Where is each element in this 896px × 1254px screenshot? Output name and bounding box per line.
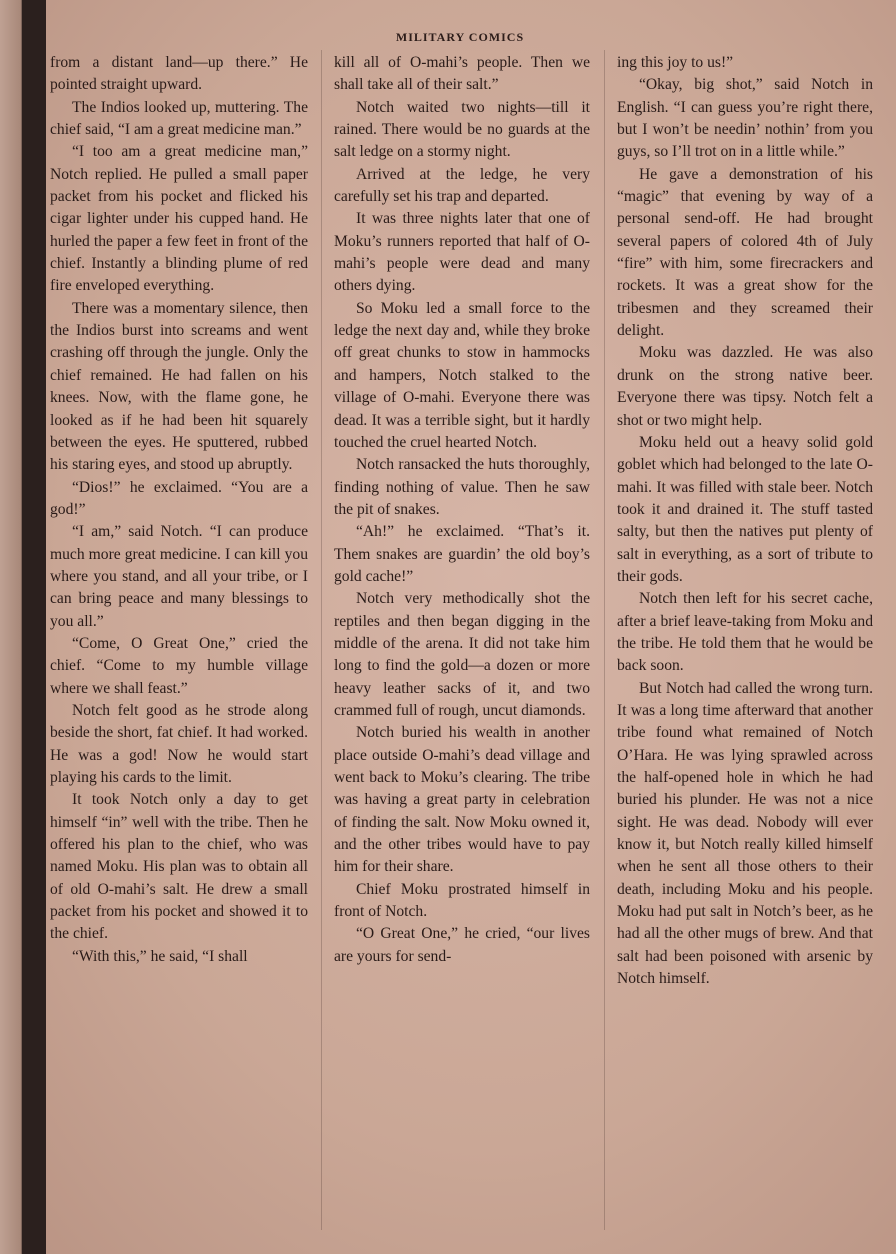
text-column-1 — [50, 52, 308, 1242]
paragraph: There was a momentary silence, then the Indios burst into screams and went crashing off through the jungle. Only the chief remained. He had fallen on his knees. Now, with the flame gone, he looked as if he had been hit squarely between the eyes. He sputtered, rubbed his staring eyes, and stood up abruptly. — [50, 299, 308, 474]
column-divider — [321, 50, 322, 1230]
paragraph: Chief Moku prostrated himself in front of Notch. — [334, 880, 590, 921]
text-column-3 — [617, 52, 873, 1242]
paragraph: Notch ransacked the huts thoroughly, finding nothing of value. Then he saw the pit of snakes. — [334, 456, 590, 518]
paragraph: ing this joy to us!” — [617, 54, 734, 71]
paragraph: But Notch had called the wrong turn. It was a long time afterward that another tribe found what remained of Notch O’Hara. He was lying sprawled across the half-opened hole in which he had buried his plunder. He was not a nice sight. He was dead. Nobody will ever know it, but Notch really killed himself when he sent all those others to their death, including Moku and his people. Moku had put salt in Notch’s beer, as he had all the other mugs of brew. And that salt had been poisoned with arsenic by Notch himself. — [617, 679, 873, 988]
binding-shadow — [22, 0, 46, 1254]
paragraph: Notch felt good as he strode along beside the short, fat chief. It had worked. He was a god! Now he would start playing his cards to the limit. — [50, 701, 308, 786]
paragraph: Notch then left for his secret cache, after a brief leave-taking from Moku and the tribe. He told them that he would be back soon. — [617, 590, 873, 675]
column-divider — [604, 50, 605, 1230]
paragraph: “Ah!” he exclaimed. “That’s it. Them snakes are guardin’ the old boy’s gold cache!” — [334, 523, 590, 585]
paragraph: “I am,” said Notch. “I can produce much more great medicine. I can kill you where you stand, and all your tribe, or I can bring peace and many blessings to you all.” — [50, 523, 308, 630]
paragraph: So Moku led a small force to the ledge the next day and, while they broke off great chunks to stow in hammocks and hampers, Notch stalked to the village of O-mahi. Everyone there was dead. It was a terrible sight, but it hardly touched the cruel hearted Notch. — [334, 299, 590, 451]
paragraph: “With this,” he said, “I shall — [72, 947, 248, 965]
text-column-2 — [334, 52, 590, 1242]
paragraph: Notch buried his wealth in another place outside O-mahi’s dead village and went back to Moku’s clearing. The tribe was having a great party in celebration of finding the salt. Now Moku owned it, and the other tribes would have to pay him for their share. — [334, 724, 590, 876]
paragraph: He gave a demonstration of his “magic” that evening by way of a personal send-off. He had brought several papers of colored 4th of July “fire” with him, some firecrackers and rockets. It was a great show for the tribesmen and they screamed their delight. — [617, 165, 873, 340]
paragraph: “I too am a great medicine man,” Notch replied. He pulled a small paper packet from his pocket and flicked his cigar lighter under his cupped hand. He hurled the paper a few feet in front of the chief. Instantly a blinding plume of red fire enveloped everything. — [50, 143, 308, 295]
paragraph: “Okay, big shot,” said Notch in English. “I can guess you’re right there, but I won’t be needin’ nothin’ from you guys, so I’ll trot on in a little while.” — [617, 76, 873, 161]
paragraph: “O Great One,” he cried, “our lives are yours for send- — [334, 925, 590, 965]
paragraph: Moku held out a heavy solid gold goblet which had belonged to the late O-mahi. It was filled with stale beer. Notch took it and drained it. The stuff tasted salty, but then the natives put plenty of salt in everything, as a sort of tribute to their gods. — [617, 433, 873, 585]
paragraph: kill all of O-mahi’s people. Then we shall take all of their salt.” — [334, 54, 590, 94]
paragraph: It took Notch only a day to get himself “in” well with the tribe. Then he offered his plan to the chief, who was named Moku. His plan was to obtain all of old O-mahi’s salt. He drew a small packet from his pocket and showed it to the chief. — [50, 791, 308, 943]
paragraph: Notch waited two nights—till it rained. There would be no guards at the salt ledge on a stormy night. — [334, 98, 590, 161]
paragraph: It was three nights later that one of Moku’s runners reported that half of O-mahi’s people were dead and many others dying. — [334, 210, 590, 295]
running-head: MILITARY COMICS — [395, 30, 525, 44]
paragraph: “Dios!” he exclaimed. “You are a god!” — [50, 478, 308, 518]
paragraph: The Indios looked up, muttering. The chief said, “I am a great medicine man.” — [50, 98, 308, 139]
paragraph: from a distant land—up there.” He pointed straight upward. — [50, 54, 308, 94]
paragraph: “Come, O Great One,” cried the chief. “Come to my humble village where we shall feast.” — [50, 634, 308, 697]
paragraph: Arrived at the ledge, he very carefully set his trap and departed. — [334, 165, 590, 206]
paragraph: Notch very methodically shot the reptiles and then began digging in the middle of the arena. It did not take him long to find the gold—a dozen or more heavy leather sacks of it, and two crammed full of rough, uncut diamonds. — [334, 590, 590, 719]
paragraph: Moku was dazzled. He was also drunk on the strong native beer. Everyone there was tipsy. Notch felt a shot or two might help. — [617, 344, 873, 429]
